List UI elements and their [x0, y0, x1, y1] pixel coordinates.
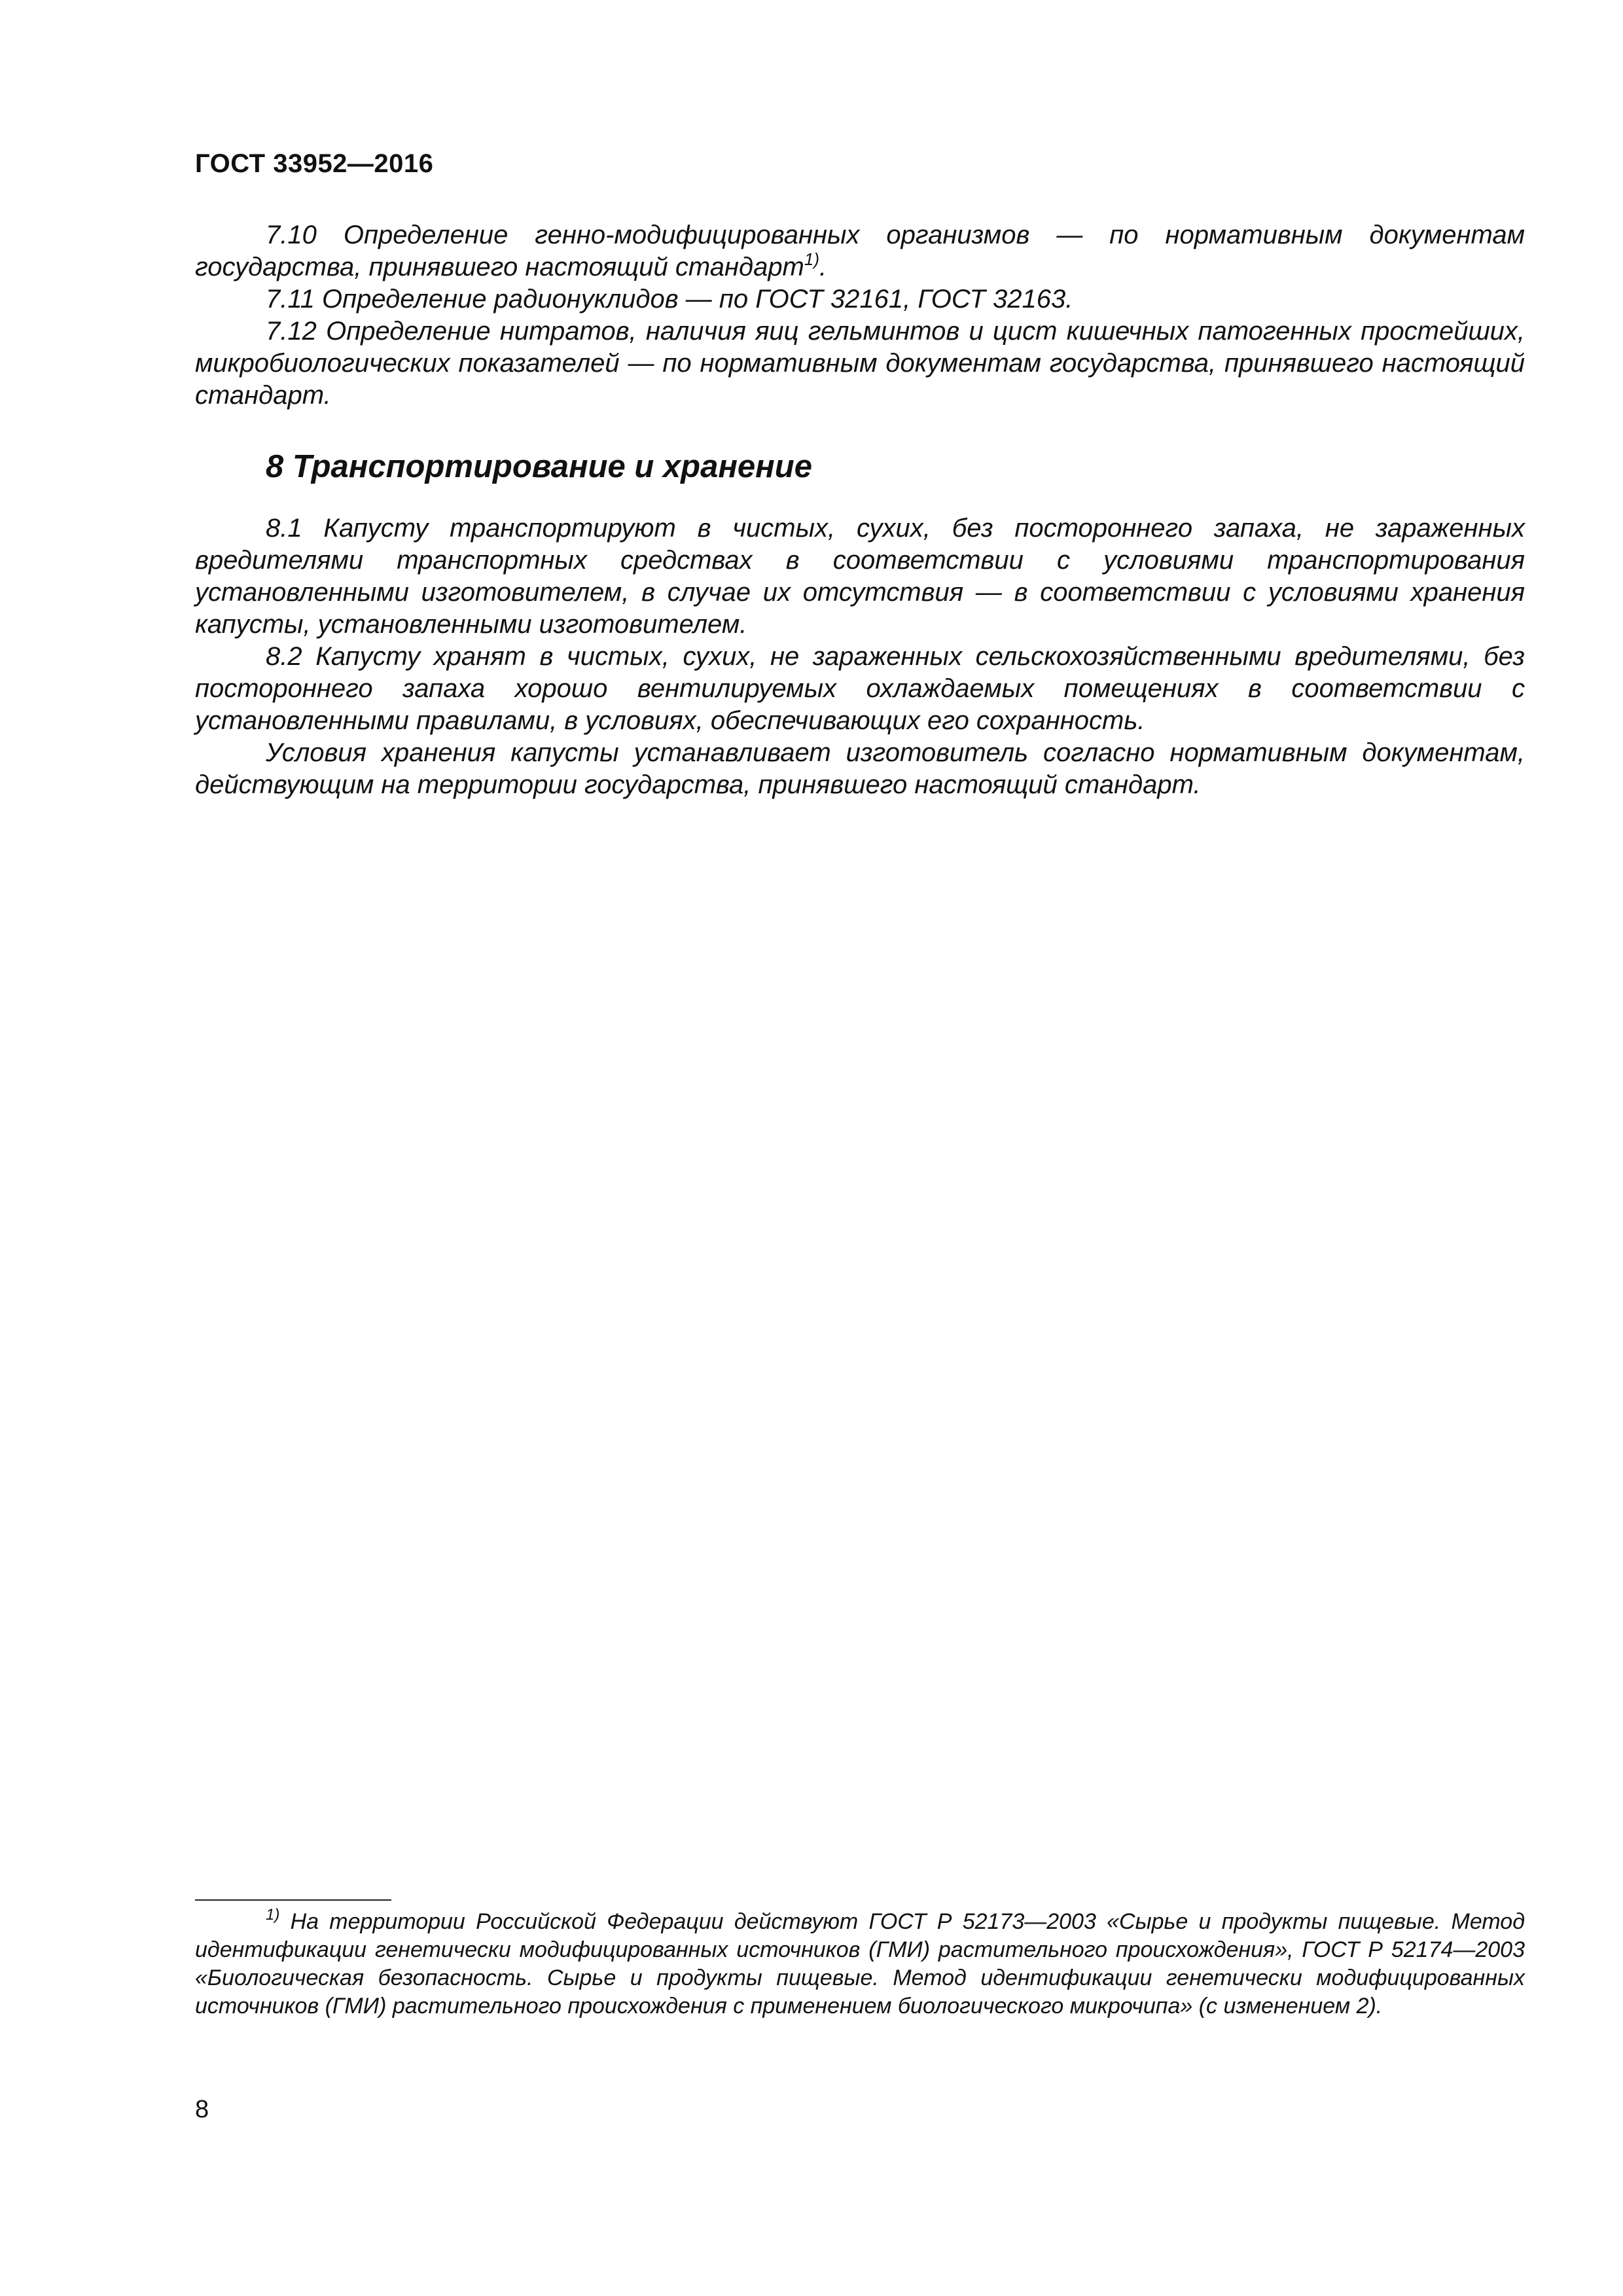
footnote-marker: 1) — [266, 1906, 280, 1924]
footnote-text: На территории Российской Федерации действуют ГОСТ Р 52173—2003 «Сырье и продукты пищевые. Метод идентификации генетически модифицированных источников (ГМИ) растительного происхождения», ГОСТ Р 52174—2003 «Биологическая безопасность. Сырье и продукты пищевые. Метод идентификации генетически модифицированных источников (ГМИ) растительного происхождения с применением биологического микрочипа» (с изменением 2). — [195, 1909, 1525, 2018]
paragraph-7-10 — [195, 219, 1525, 283]
paragraph-8-1: 8.1 Капусту транспортируют в чистых, сухих, без постороннего запаха, не зараженных вредителями транспортных средствах в соответствии с условиями транспортирования установленными изготовителем, в случае их отсутствия — в соответствии с условиями хранения капусты, установленными изготовителем. — [195, 514, 1525, 639]
paragraph-7-10-tail: . — [819, 253, 827, 281]
paragraph-8-2: 8.2 Капусту хранят в чистых, сухих, не зараженных сельскохозяйственными вредителями, без постороннего запаха хорошо вентилируемых охлаждаемых помещениях в соответствии с установленными правилами, в условиях, обеспечивающих его сохранность. — [195, 642, 1525, 735]
footnote-separator — [195, 1899, 391, 1901]
paragraph-7-11: 7.11 Определение радионуклидов — по ГОСТ 32161, ГОСТ 32163. — [266, 285, 1073, 314]
document-body — [195, 219, 1525, 801]
footnote — [195, 1908, 1525, 2020]
document-code-header: ГОСТ 33952—2016 — [195, 149, 434, 178]
footnote-reference[interactable]: 1) — [804, 249, 820, 269]
section-8-heading: 8 Транспортирование и хранение — [266, 449, 812, 484]
paragraph-7-10-text: 7.10 Определение генно-модифицированных организмов — по нормативным документам государства, принявшего настоящий стандарт — [195, 221, 1525, 281]
page-number: 8 — [195, 2096, 209, 2123]
paragraph-7-12: 7.12 Определение нитратов, наличия яиц гельминтов и цист кишечных патогенных простейших, микробиологических показателей — по нормативным документам государства, принявшего настоящий стандарт. — [195, 317, 1525, 410]
paragraph-storage-conditions: Условия хранения капусты устанавливает изготовитель согласно нормативным документам, действующим на территории государства, принявшего настоящий стандарт. — [195, 738, 1525, 799]
